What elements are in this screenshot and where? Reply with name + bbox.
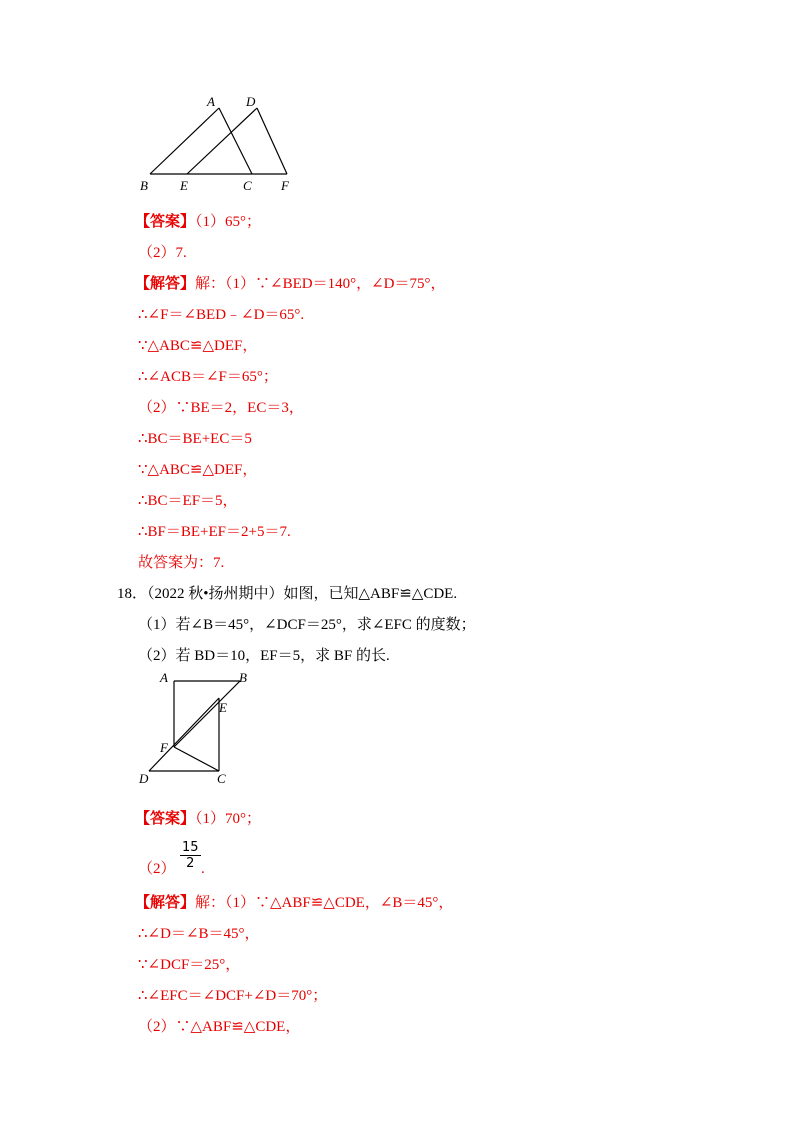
q18-part-1: （1）若∠B＝45°，∠DCF＝25°，求∠EFC 的度数； — [138, 617, 476, 633]
q18-solution-line: （2）∵△ABF≌△CDE， — [138, 1019, 301, 1035]
q18-solution-label: 【解答】 — [135, 895, 196, 911]
q17-solution-label: 【解答】 — [135, 276, 196, 292]
label-c: C — [243, 178, 252, 193]
q18-answer-line-1 — [135, 809, 261, 829]
q18-answer-2-fraction — [180, 840, 201, 871]
segment-fc — [174, 747, 219, 771]
label-e: E — [219, 700, 227, 715]
q17-answer-line-1 — [135, 212, 261, 232]
label-d: D — [139, 771, 149, 786]
segment-bf — [174, 681, 240, 747]
figure-rectangle-abf-cde — [135, 668, 265, 788]
q18-solution-line: ∴∠EFC＝∠DCF+∠D＝70°； — [138, 988, 328, 1004]
label-c: C — [217, 771, 226, 786]
q18-answer-2-suffix: . — [201, 861, 205, 877]
q18-answer-1: （1）70°； — [195, 811, 262, 827]
q17-solution-line: ∴BC＝BE+EC＝5 — [138, 431, 252, 447]
label-a: A — [207, 94, 215, 109]
q18-answer-2-prefix: （2） — [138, 861, 176, 877]
q17-solution-line: ∴BF＝BE+EF＝2+5＝7. — [138, 524, 291, 540]
label-a: A — [160, 670, 168, 685]
q17-solution-line: ∴∠ACB＝∠F＝65°； — [138, 369, 278, 385]
segment-ed — [149, 698, 219, 771]
label-d: D — [246, 94, 256, 109]
label-f: F — [160, 740, 168, 755]
q17-solution-line: （2）∵BE＝2，EC＝3， — [138, 400, 304, 416]
q18-stem: （2022 秋•扬州期中）如图，已知△ABF≌△CDE. — [147, 586, 458, 602]
fraction-denominator: 2 — [186, 856, 195, 871]
label-b: B — [239, 670, 247, 685]
fraction-numerator: 15 — [182, 840, 199, 855]
q17-answer-label: 【答案】 — [135, 214, 196, 230]
label-f: F — [281, 178, 289, 193]
q18-part-2: （2）若 BD＝10，EF＝5，求 BF 的长. — [138, 648, 390, 664]
q17-solution-line: ∵△ABC≌△DEF， — [138, 462, 258, 478]
q17-solution-line: ∵△ABC≌△DEF， — [138, 338, 258, 354]
q17-solution-line: ∴BC＝EF＝5， — [138, 493, 238, 509]
q17-answer-2: （2）7. — [138, 245, 187, 261]
q17-solution-line-1: 【解答】解：（1）∵∠BED＝140°，∠D＝75°， — [135, 276, 446, 292]
q18-stem-line — [117, 584, 457, 604]
q17-answer-1: （1）65°； — [195, 214, 262, 230]
label-e: E — [180, 178, 188, 193]
segment-ab — [150, 108, 219, 174]
q18-number: 18． — [117, 586, 148, 602]
q18-answer-label: 【答案】 — [135, 811, 196, 827]
q18-solution-line-1: 【解答】解：（1）∵△ABF≌△CDE，∠B＝45°， — [135, 895, 454, 911]
q18-solution-line: ∴∠D＝∠B＝45°， — [138, 926, 260, 942]
label-b: B — [140, 178, 148, 193]
q18-solution-line: ∵∠DCF＝25°， — [138, 957, 241, 973]
q17-solution-line: 故答案为：7. — [138, 555, 225, 571]
segment-df — [257, 108, 287, 174]
q17-solution-line: ∴∠F＝∠BED﹣∠D＝65°. — [138, 307, 305, 323]
figure-triangles-abc-def — [135, 92, 305, 202]
